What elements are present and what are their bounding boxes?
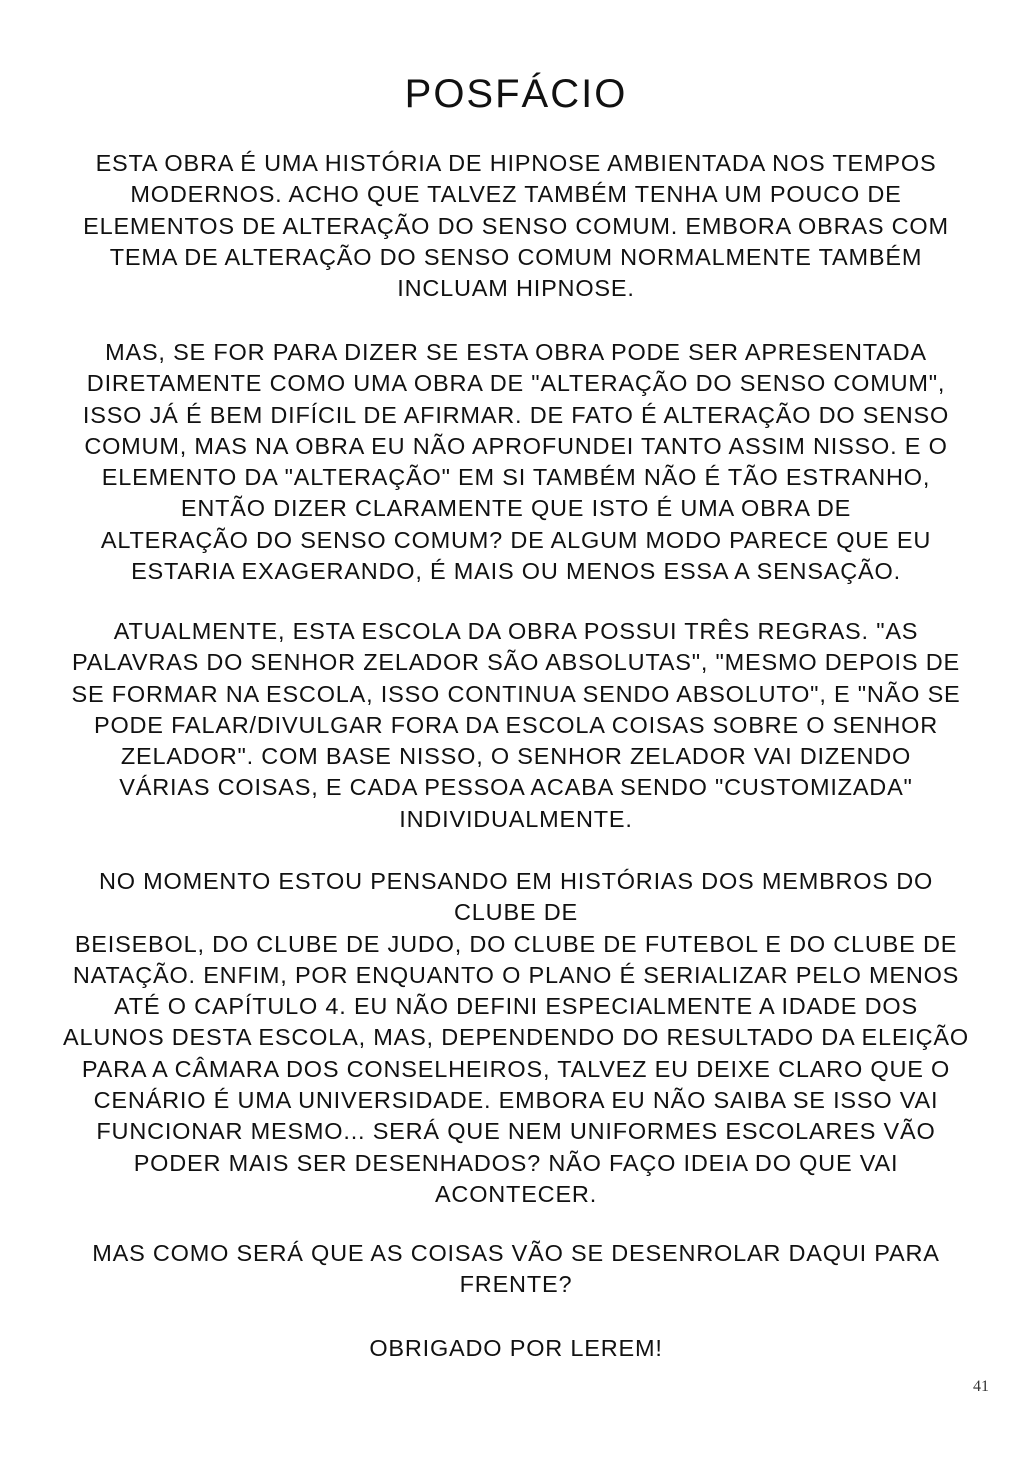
text-line: VÁRIAS COISAS, E CADA PESSOA ACABA SENDO "CUSTOMIZADA": [119, 774, 913, 801]
text-line: MAS, SE FOR PARA DIZER SE ESTA OBRA PODE SER APRESENTADA: [105, 339, 927, 365]
paragraph: [20, 148, 1012, 304]
text-line: ATÉ O CAPÍTULO 4. EU NÃO DEFINI ESPECIALMENTE A IDADE DOS: [114, 993, 918, 1020]
page-number: 41: [973, 1378, 989, 1395]
text-line: ALTERAÇÃO DO SENSO COMUM? DE ALGUM MODO PARECE QUE EU: [100, 526, 932, 553]
paragraph: [20, 616, 1012, 835]
text-line: FUNCIONAR MESMO... SERÁ QUE NEM UNIFORMES ESCOLARES VÃO: [96, 1118, 936, 1145]
text-line: TEMA DE ALTERAÇÃO DO SENSO COMUM NORMALMENTE TAMBÉM: [109, 243, 923, 270]
paragraph: [20, 337, 1012, 587]
text-line: SE FORMAR NA ESCOLA, ISSO CONTINUA SENDO ABSOLUTO", E "NÃO SE: [71, 680, 961, 707]
text-line: INDIVIDUALMENTE.: [399, 805, 633, 832]
text-line: ISSO JÁ É BEM DIFÍCIL DE AFIRMAR. DE FATO É ALTERAÇÃO DO SENSO: [82, 401, 950, 428]
text-line: BEISEBOL, DO CLUBE DE JUDO, DO CLUBE DE FUTEBOL E DO CLUBE DE: [74, 930, 958, 957]
text-line: ACONTECER.: [434, 1180, 598, 1207]
text-line: PODE FALAR/DIVULGAR FORA DA ESCOLA COISAS SOBRE O SENHOR: [93, 711, 939, 738]
paragraph: [20, 1238, 1012, 1301]
text-line: DIRETAMENTE COMO UMA OBRA DE "ALTERAÇÃO DO SENSO COMUM",: [86, 370, 946, 397]
text-line: ELEMENTO DA "ALTERAÇÃO" EM SI TAMBÉM NÃO É TÃO ESTRANHO,: [101, 464, 931, 491]
text-line: CLUBE DE: [454, 899, 578, 926]
text-line: INCLUAM HIPNOSE.: [397, 275, 635, 302]
text-line: OBRIGADO POR LEREM!: [369, 1335, 663, 1361]
text-line: ZELADOR". COM BASE NISSO, O SENHOR ZELADOR VAI DIZENDO: [120, 743, 912, 770]
text-line: CENÁRIO É UMA UNIVERSIDADE. EMBORA EU NÃO SAIBA SE ISSO VAI: [93, 1087, 939, 1114]
text-line: ESTA OBRA É UMA HISTÓRIA DE HIPNOSE AMBIENTADA NOS TEMPOS: [95, 150, 937, 176]
text-line: NO MOMENTO ESTOU PENSANDO EM HISTÓRIAS DOS MEMBROS DO: [98, 868, 934, 894]
text-line: ENTÃO DIZER CLARAMENTE QUE ISTO É UMA OBRA DE: [180, 495, 852, 522]
text-line: ATUALMENTE, ESTA ESCOLA DA OBRA POSSUI TRÊS REGRAS. "AS: [113, 618, 919, 644]
text-line: PARA A CÂMARA DOS CONSELHEIROS, TALVEZ EU DEIXE CLARO QUE O: [81, 1055, 951, 1082]
text-line: NATAÇÃO. ENFIM, POR ENQUANTO O PLANO É SERIALIZAR PELO MENOS: [72, 961, 960, 988]
text-line: COMUM, MAS NA OBRA EU NÃO APROFUNDEI TANTO ASSIM NISSO. E O: [84, 432, 948, 459]
text-line: FRENTE?: [459, 1271, 573, 1298]
text-line: PODER MAIS SER DESENHADOS? NÃO FAÇO IDEIA DO QUE VAI: [133, 1149, 899, 1176]
paragraph: [20, 866, 1012, 1210]
text-line: MODERNOS. ACHO QUE TALVEZ TAMBÉM TENHA UM POUCO DE: [130, 181, 902, 208]
page-title: POSFÁCIO: [404, 72, 628, 116]
paragraph: [20, 1333, 1012, 1364]
text-line: MAS COMO SERÁ QUE AS COISAS VÃO SE DESENROLAR DAQUI PARA: [92, 1240, 940, 1266]
text-line: ESTARIA EXAGERANDO, É MAIS OU MENOS ESSA A SENSAÇÃO.: [131, 558, 901, 585]
text-line: PALAVRAS DO SENHOR ZELADOR SÃO ABSOLUTAS", "MESMO DEPOIS DE: [72, 649, 960, 676]
text-line: ELEMENTOS DE ALTERAÇÃO DO SENSO COMUM. EMBORA OBRAS COM: [83, 212, 949, 239]
text-line: ALUNOS DESTA ESCOLA, MAS, DEPENDENDO DO RESULTADO DA ELEIÇÃO: [63, 1024, 969, 1051]
